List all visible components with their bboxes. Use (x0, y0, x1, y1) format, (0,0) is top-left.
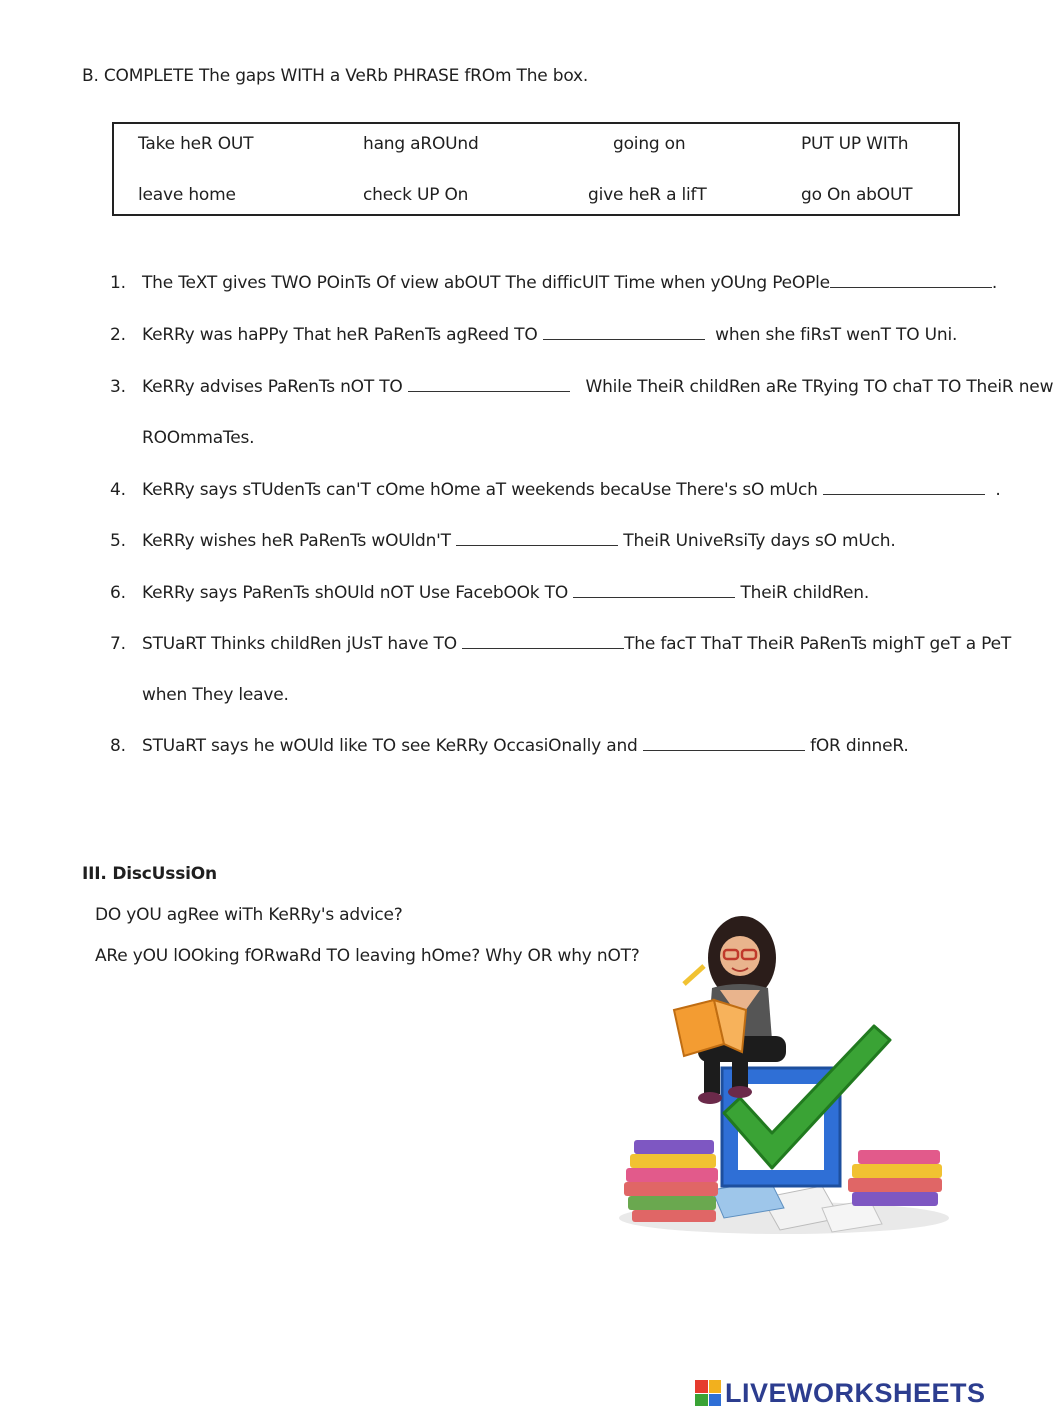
answer-blank[interactable] (830, 273, 992, 288)
question-text-end: . (991, 273, 998, 293)
question-number: 6. (110, 583, 126, 603)
question-number: 3. (110, 377, 126, 397)
answer-blank[interactable] (823, 480, 985, 495)
teacher-reading-illustration (612, 918, 957, 1243)
teacher-checkbox-icon (612, 918, 957, 1243)
question-text-end: TheiR UniveRsiTy days sO mUch. (623, 531, 896, 551)
question-text-line2: ROOmmaTes. (142, 428, 255, 448)
question-text-end: The facT ThaT TheiR PaRenTs mighT geT a PeT (624, 634, 1012, 654)
section-b-instruction: B. COMPLETE The gaps WITH a VeRb PHRASE fROm The box. (82, 66, 589, 86)
question-text: KeRRy wishes heR PaRenTs wOUldn'T (142, 531, 451, 551)
verb-phrase-box (112, 122, 960, 216)
phrase-going-on: going on (613, 134, 686, 154)
answer-blank[interactable] (543, 325, 705, 340)
question-text-end: TheiR childRen. (740, 583, 870, 603)
discussion-question-1: DO yOU agRee wiTh KeRRy's advice? (95, 905, 403, 925)
question-number: 1. (110, 273, 126, 293)
question-number: 7. (110, 634, 126, 654)
discussion-heading: III. DiscUssiOn (82, 864, 217, 884)
question-text-line2: when They leave. (142, 685, 289, 705)
question-text-end: fOR dinneR. (810, 736, 909, 756)
question-text: The TeXT gives TWO POinTs Of view abOUT The difficUlT Time when yOUng PeOPle (142, 273, 830, 293)
phrase-go-on-about: go On abOUT (801, 185, 913, 205)
question-text-end: While TheiR childRen aRe TRying TO chaT TO TheiR new (585, 377, 1053, 397)
phrase-leave-home: leave home (138, 185, 236, 205)
liveworksheets-logo (695, 1376, 986, 1410)
answer-blank[interactable] (408, 377, 570, 392)
question-text-end: when she fiRsT wenT TO Uni. (715, 325, 958, 345)
answer-blank[interactable] (456, 531, 618, 546)
liveworksheets-mark-icon (695, 1380, 721, 1406)
phrase-take-her-out: Take heR OUT (138, 134, 254, 154)
phrase-give-her-a-lift: give heR a lifT (588, 185, 707, 205)
liveworksheets-brand-text: LIVEWORKSHEETS (725, 1377, 986, 1408)
question-number: 2. (110, 325, 126, 345)
question-number: 5. (110, 531, 126, 551)
phrase-put-up-with: PUT UP WITh (801, 134, 909, 154)
phrase-check-up-on: check UP On (363, 185, 469, 205)
answer-blank[interactable] (462, 634, 624, 649)
question-text: STUaRT Thinks childRen jUsT have TO (142, 634, 457, 654)
phrase-hang-around: hang aROUnd (363, 134, 479, 154)
question-text: KeRRy was haPPy That heR PaRenTs agReed TO (142, 325, 538, 345)
question-text: STUaRT says he wOUld like TO see KeRRy OccasiOnally and (142, 736, 638, 756)
discussion-question-2: ARe yOU lOOking fORwaRd TO leaving hOme? Why OR why nOT? (95, 946, 640, 966)
question-text-end: . (995, 480, 1001, 500)
question-text: KeRRy advises PaRenTs nOT TO (142, 377, 403, 397)
answer-blank[interactable] (573, 583, 735, 598)
answer-blank[interactable] (643, 736, 805, 751)
question-number: 4. (110, 480, 126, 500)
question-text: KeRRy says sTUdenTs can'T cOme hOme aT weekends becaUse There's sO mUch (142, 480, 818, 500)
question-text: KeRRy says PaRenTs shOUld nOT Use FacebOOk TO (142, 583, 569, 603)
question-number: 8. (110, 736, 126, 756)
